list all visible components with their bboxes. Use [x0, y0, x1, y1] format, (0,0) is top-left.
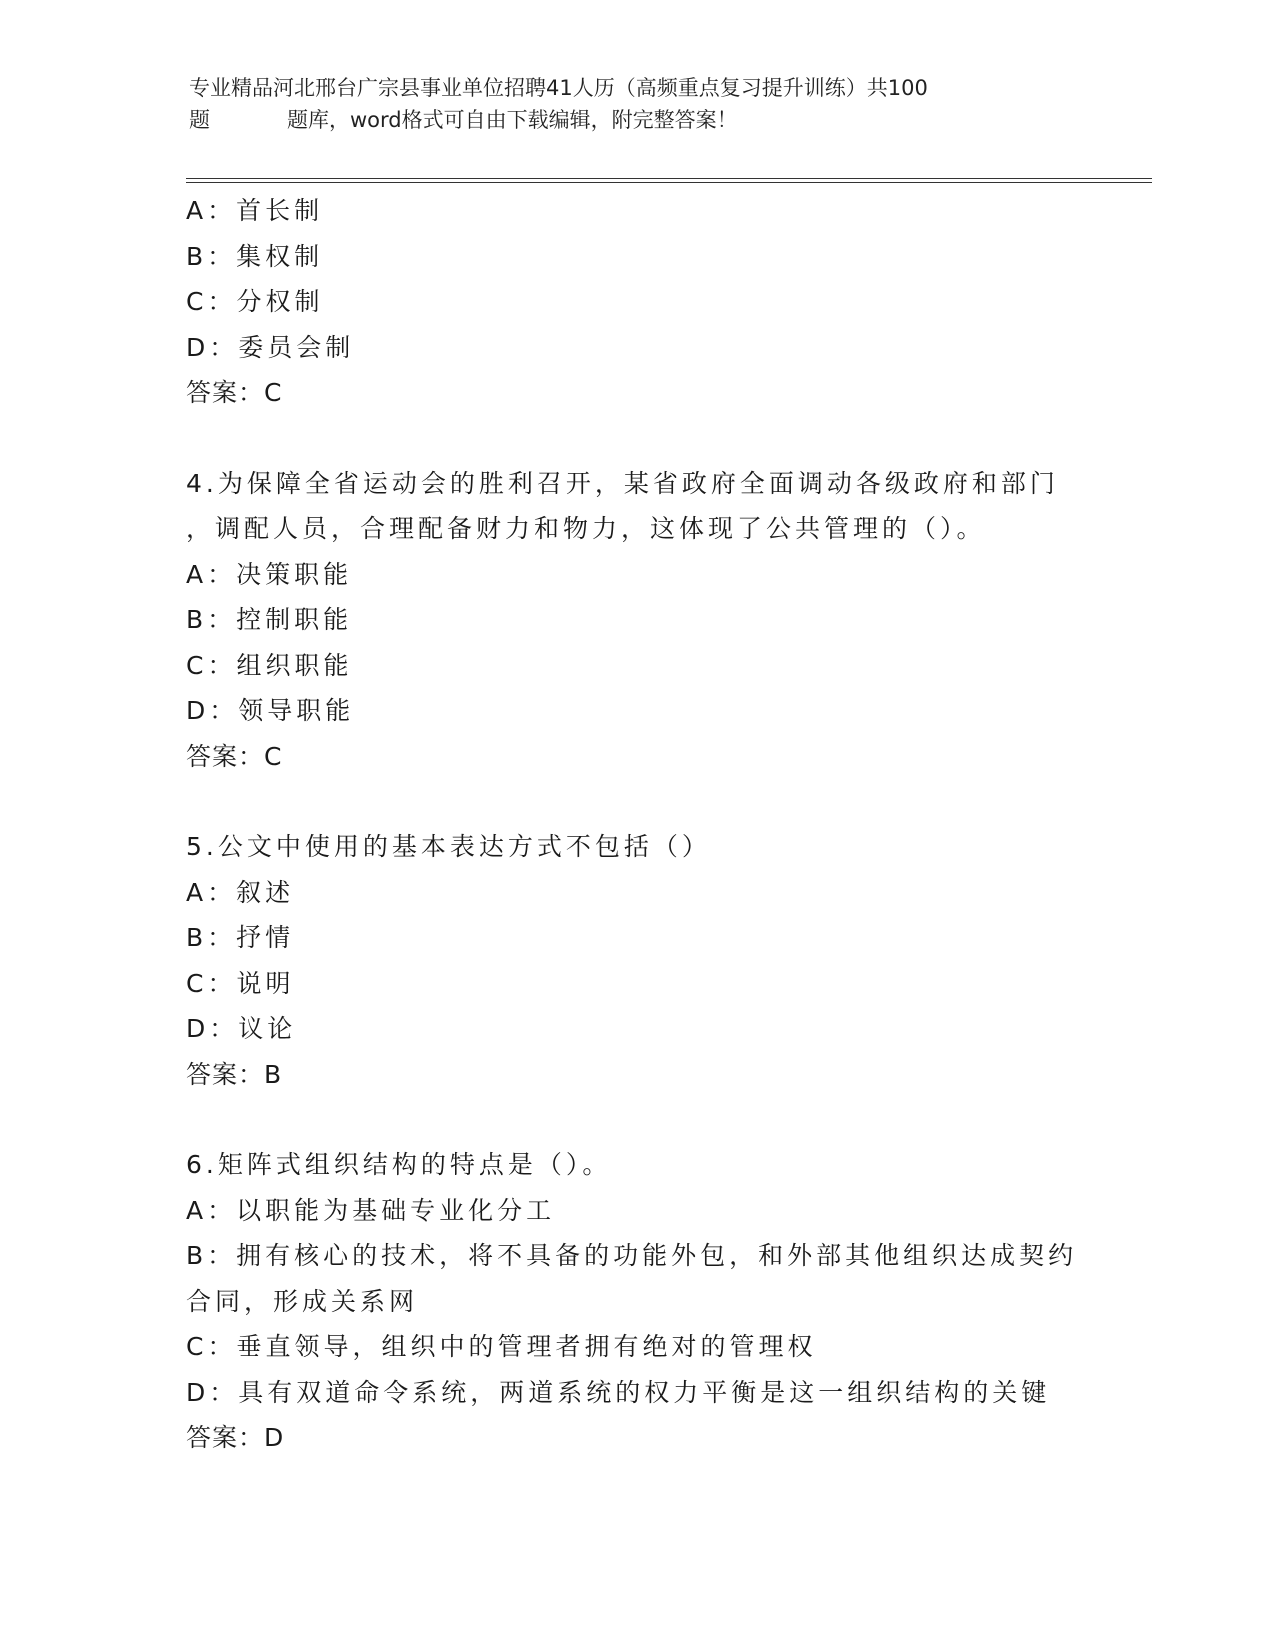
- option-d: D：具有双道命令系统，两道系统的权力平衡是这一组织结构的关键: [186, 1377, 1051, 1407]
- option-c: C：组织职能: [186, 650, 353, 680]
- header-title-line-1: 专业精品河北邢台广宗县事业单位招聘41人历（高频重点复习提升训练）共100: [189, 76, 928, 100]
- option-b-line-2: 合同，形成关系网: [186, 1286, 419, 1316]
- question-3: [186, 188, 1086, 416]
- option-c: C：分权制: [186, 287, 324, 316]
- question-stem-line-2: ，调配人员，合理配备财力和物力，这体现了公共管理的（）。: [186, 514, 986, 543]
- option-c: C：垂直领导，组织中的管理者拥有绝对的管理权: [186, 1332, 817, 1361]
- question-stem-line-1: 6.矩阵式组织结构的特点是（）。: [186, 1150, 612, 1179]
- option-d: D：议论: [186, 1014, 297, 1043]
- page-header: [189, 72, 1089, 136]
- option-a: A：叙述: [186, 877, 295, 907]
- question-stem-line-1: 4.为保障全省运动会的胜利召开，某省政府全面调动各级政府和部门: [186, 468, 1059, 498]
- question-5: [186, 824, 1086, 1097]
- question-stem-line-1: 5.公文中使用的基本表达方式不包括（）: [186, 832, 711, 861]
- option-a: A：首长制: [186, 196, 324, 225]
- answer: 答案：C: [186, 741, 283, 771]
- option-b: B：集权制: [186, 241, 324, 271]
- option-d: D：委员会制: [186, 332, 355, 362]
- option-c: C：说明: [186, 968, 295, 998]
- option-b: B：抒情: [186, 923, 295, 952]
- option-b-line-1: B：拥有核心的技术，将不具备的功能外包，和外部其他组织达成契约: [186, 1241, 1078, 1270]
- answer: 答案：C: [186, 378, 283, 407]
- question-6: [186, 1142, 1086, 1461]
- header-title-rest: 题库，word格式可自由下载编辑，附完整答案！: [287, 108, 738, 132]
- answer: 答案：D: [186, 1423, 285, 1452]
- option-a: A：以职能为基础专业化分工: [186, 1195, 556, 1225]
- option-b: B：控制职能: [186, 605, 353, 634]
- spacer: [186, 1097, 1086, 1142]
- header-title-line-2: [189, 104, 1089, 136]
- question-4: [186, 461, 1086, 780]
- answer: 答案：B: [186, 1059, 283, 1089]
- spacer: [186, 416, 1086, 461]
- question-list: [186, 188, 1086, 1461]
- header-title-prefix: 题: [189, 108, 210, 132]
- option-a: A：决策职能: [186, 559, 353, 589]
- option-d: D：领导职能: [186, 696, 355, 725]
- header-double-rule: [186, 178, 1152, 183]
- spacer: [186, 779, 1086, 824]
